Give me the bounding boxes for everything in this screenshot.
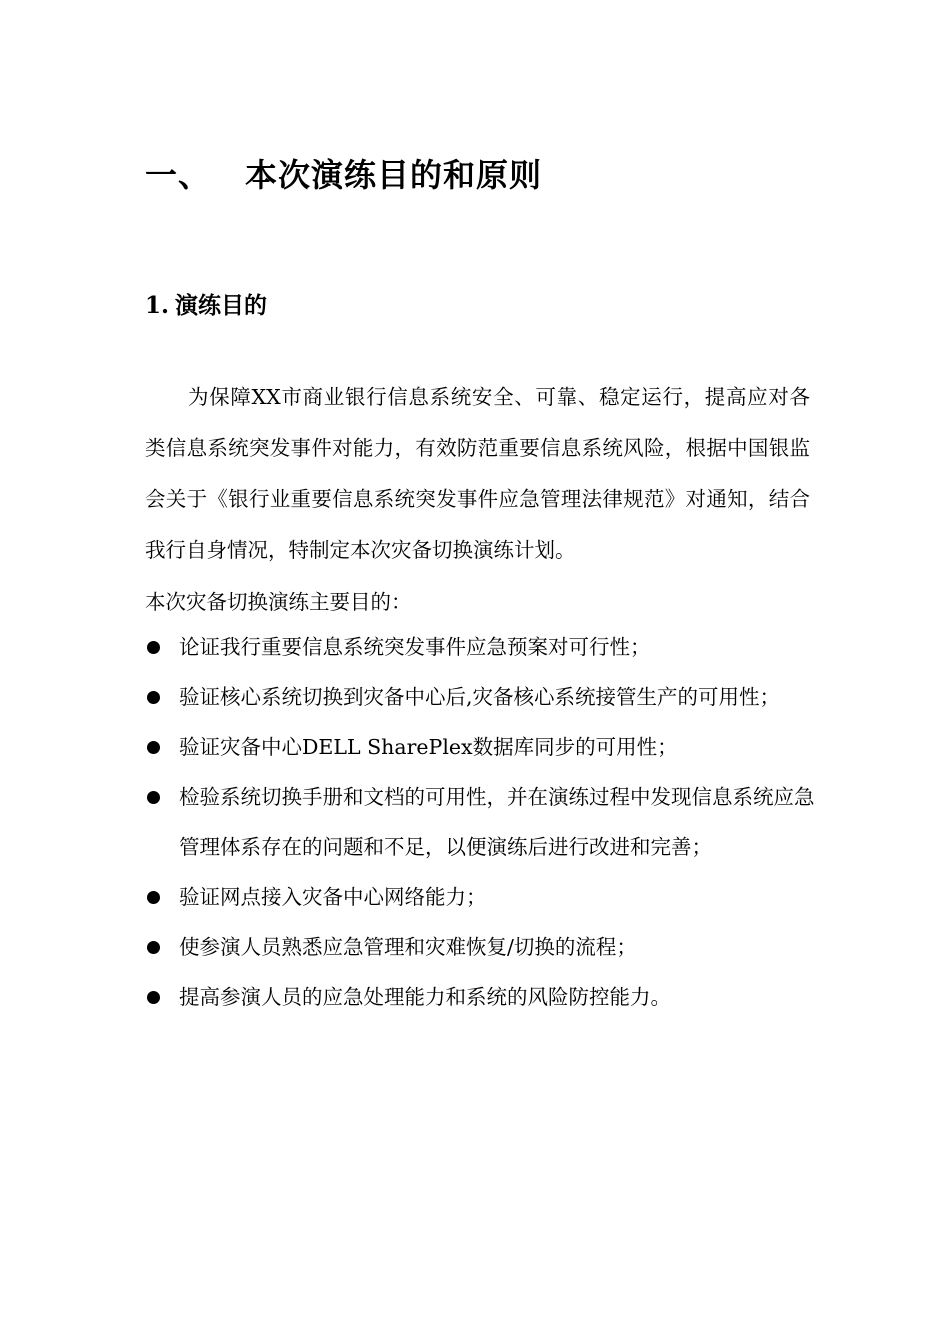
goals-list — [145, 622, 817, 1022]
section-number: 一、 — [145, 156, 212, 194]
list-item — [145, 972, 817, 1022]
goals-lead-text: 本次灾备切换演练主要目的： — [145, 590, 412, 614]
bullet-icon — [147, 791, 160, 804]
list-item-text: 验证核心系统切换到灾备中心后,灾备核心系统接管生产的可用性； — [179, 685, 781, 709]
list-item-text: 验证网点接入灾备中心网络能力； — [179, 885, 487, 909]
list-item — [145, 722, 817, 772]
bullet-icon — [147, 991, 160, 1004]
list-item — [145, 872, 817, 922]
list-item-text: 检验系统切换手册和文档的可用性，并在演练过程中发现信息系统应急管理体系存在的问题和不足，以便演练后进行改进和完善； — [179, 785, 815, 859]
section-title: 本次演练目的和原则 — [245, 156, 543, 194]
subsection-heading — [145, 287, 267, 320]
section-heading — [145, 150, 542, 196]
bullet-icon — [147, 691, 160, 704]
list-item-text: 论证我行重要信息系统突发事件应急预案对可行性； — [179, 635, 651, 659]
list-item — [145, 922, 817, 972]
subsection-number: 1. — [145, 292, 170, 319]
list-item-text: 验证灾备中心DELL SharePlex数据库同步的可用性； — [179, 735, 678, 759]
bullet-icon — [147, 891, 160, 904]
bullet-icon — [147, 741, 160, 754]
list-item — [145, 622, 817, 672]
list-item — [145, 772, 817, 872]
list-item — [145, 672, 817, 722]
bullet-icon — [147, 941, 160, 954]
list-item-text: 提高参演人员的应急处理能力和系统的风险防控能力。 — [179, 985, 671, 1009]
subsection-title: 演练目的 — [175, 292, 268, 319]
list-item-text: 使参演人员熟悉应急管理和灾难恢复/切换的流程； — [179, 935, 637, 959]
bullet-icon — [147, 641, 160, 654]
intro-paragraph: 为保障XX市商业银行信息系统安全、可靠、稳定运行，提高应对各类信息系统突发事件对能力，有效防范重要信息系统风险，根据中国银监会关于《银行业重要信息系统突发事件应急管理法律规范》对通知，结合我行自身情况，特制定本次灾备切换演练计划。 — [145, 385, 810, 562]
